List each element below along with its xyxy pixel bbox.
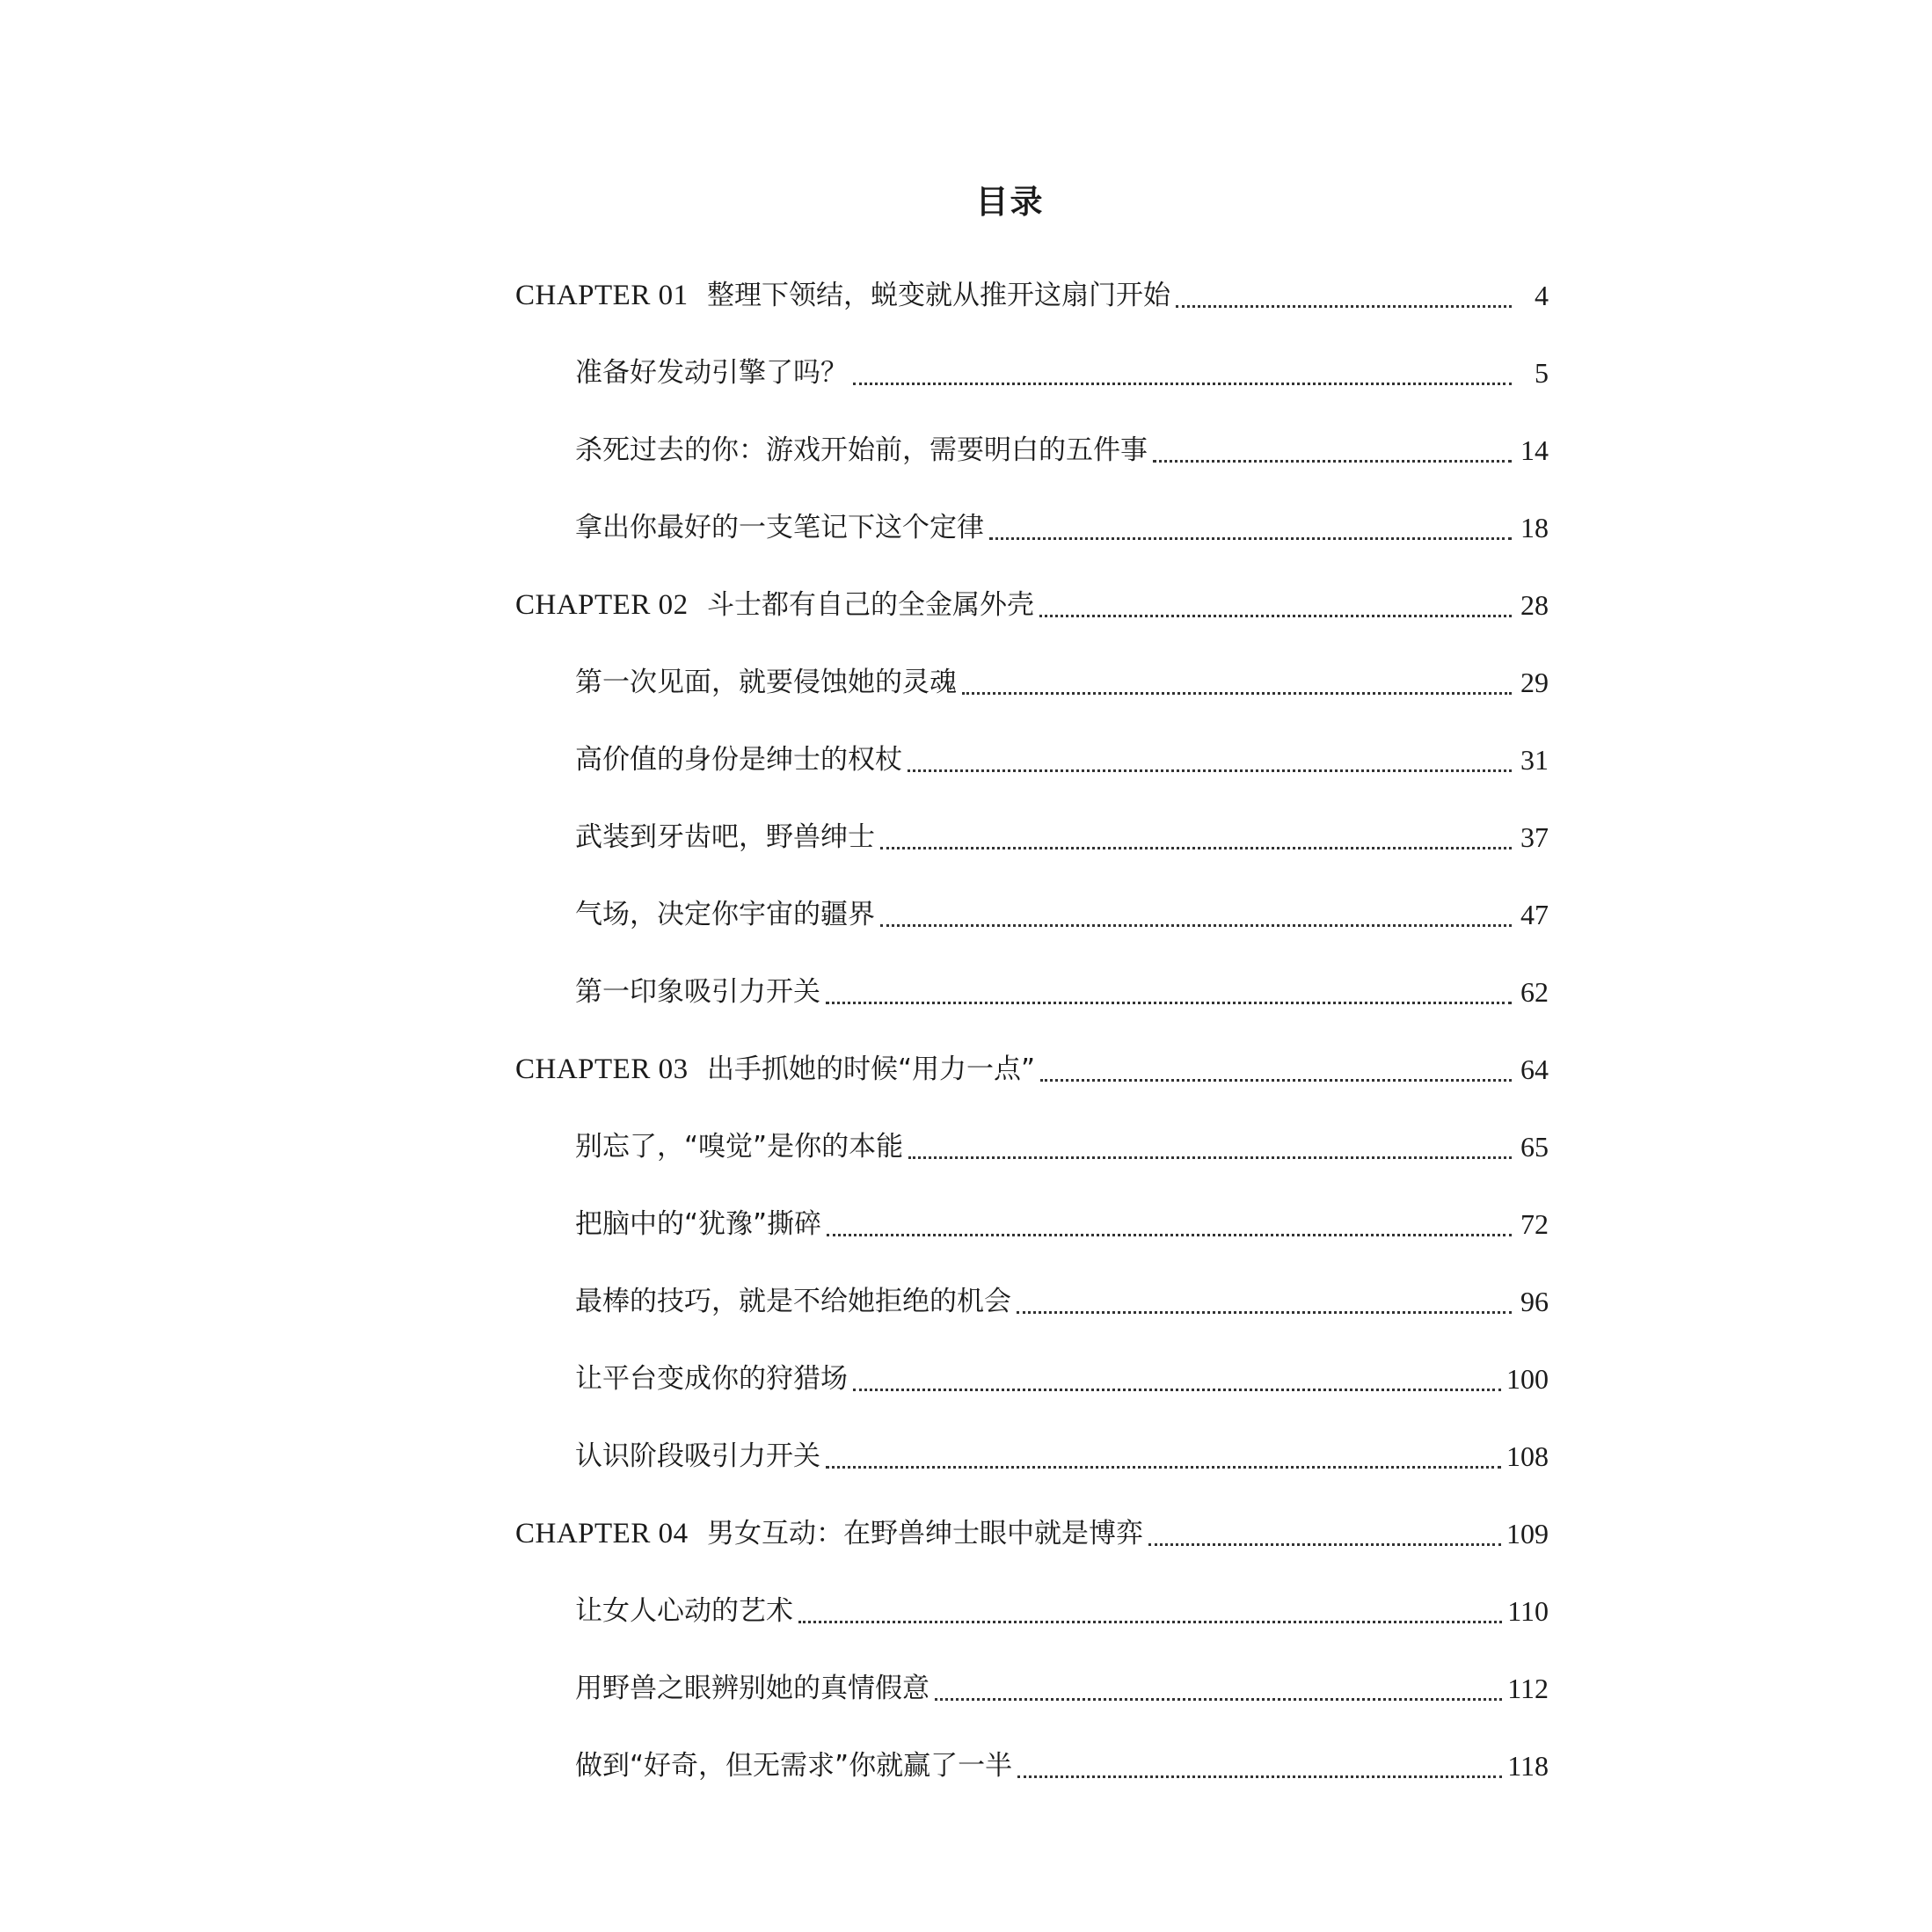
page-number: 37: [1520, 821, 1549, 853]
page-number: 14: [1520, 434, 1549, 466]
section-title: 用野兽之眼辨别她的真情假意: [575, 1673, 930, 1704]
dot-leader: [827, 1234, 1512, 1236]
page-number: 31: [1520, 744, 1549, 776]
page-number: 62: [1520, 976, 1549, 1008]
dot-leader: [826, 1002, 1512, 1004]
dot-leader: [1039, 615, 1512, 617]
dot-leader: [826, 1466, 1501, 1469]
dot-leader: [853, 1389, 1501, 1391]
dot-leader: [1040, 1079, 1512, 1082]
dot-leader: [962, 692, 1512, 695]
toc-list: [515, 257, 1549, 1804]
toc-section-row: [515, 489, 1549, 566]
toc-chapter-row: [515, 566, 1549, 644]
dot-leader: [1148, 1543, 1501, 1546]
page-number: 4: [1535, 280, 1549, 311]
toc-section-row: [515, 1185, 1549, 1263]
section-title: 气场，决定你宇宙的疆界: [575, 899, 875, 930]
chapter-title: 出手抓她的时候“用力一点”: [707, 1053, 1036, 1085]
chapter-title: 整理下领结，蜕变就从推开这扇门开始: [707, 280, 1170, 311]
page-number: 18: [1520, 512, 1549, 543]
dot-leader: [1017, 1775, 1502, 1778]
page-number: 108: [1506, 1440, 1549, 1472]
toc-section-row: [515, 1418, 1549, 1495]
chapter-label: CHAPTER 04: [515, 1518, 689, 1549]
page-number: 28: [1520, 589, 1549, 621]
page-number: 110: [1507, 1595, 1549, 1627]
dot-leader: [935, 1698, 1502, 1701]
toc-section-row: [515, 1263, 1549, 1340]
section-title: 杀死过去的你：游戏开始前，需要明白的五件事: [575, 434, 1148, 466]
section-title: 第一印象吸引力开关: [575, 976, 820, 1008]
section-title: 让女人心动的艺术: [575, 1595, 793, 1627]
chapter-title: 男女互动：在野兽绅士眼中就是博弈: [707, 1518, 1143, 1549]
toc-section-row: [515, 953, 1549, 1031]
dot-leader: [1153, 460, 1512, 463]
toc-chapter-row: [515, 1495, 1549, 1572]
dot-leader: [989, 537, 1512, 540]
page-number: 5: [1535, 357, 1549, 389]
toc-section-row: [515, 644, 1549, 721]
toc-section-row: [515, 721, 1549, 798]
toc-section-row: [515, 412, 1549, 489]
toc-section-row: [515, 798, 1549, 876]
dot-leader: [880, 924, 1512, 927]
toc-section-row: [515, 1650, 1549, 1727]
toc-section-row: [515, 1572, 1549, 1650]
page-number: 65: [1520, 1131, 1549, 1163]
toc-chapter-row: [515, 1031, 1549, 1108]
toc-section-row: [515, 1727, 1549, 1804]
section-title: 别忘了，“嗅觉”是你的本能: [575, 1131, 904, 1163]
toc-chapter-row: [515, 257, 1549, 334]
toc-section-row: [515, 334, 1549, 412]
dot-leader: [798, 1621, 1502, 1623]
toc-section-row: [515, 1340, 1549, 1418]
chapter-label: CHAPTER 01: [515, 280, 689, 311]
dot-leader: [880, 847, 1512, 849]
section-title: 做到“好奇，但无需求”你就赢了一半: [575, 1750, 1013, 1782]
page-number: 72: [1520, 1208, 1549, 1240]
section-title: 第一次见面，就要侵蚀她的灵魂: [575, 667, 957, 698]
page-number: 118: [1507, 1750, 1549, 1782]
page-number: 96: [1520, 1286, 1549, 1317]
section-title: 认识阶段吸引力开关: [575, 1440, 820, 1472]
section-title: 拿出你最好的一支笔记下这个定律: [575, 512, 984, 543]
dot-leader: [908, 769, 1512, 772]
page-number: 100: [1506, 1363, 1549, 1395]
page-number: 109: [1506, 1518, 1549, 1549]
page-number: 47: [1520, 899, 1549, 930]
section-title: 高价值的身份是绅士的权杖: [575, 744, 902, 776]
section-title: 准备好发动引擎了吗？: [575, 357, 848, 389]
chapter-title: 斗士都有自己的全金属外壳: [707, 589, 1034, 621]
dot-leader: [1176, 305, 1512, 308]
chapter-label: CHAPTER 03: [515, 1053, 689, 1085]
dot-leader: [908, 1156, 1512, 1159]
section-title: 最棒的技巧，就是不给她拒绝的机会: [575, 1286, 1011, 1317]
page-number: 112: [1507, 1673, 1549, 1704]
section-title: 把脑中的“犹豫”撕碎: [575, 1208, 822, 1240]
page-number: 29: [1520, 667, 1549, 698]
dot-leader: [1017, 1311, 1512, 1314]
page-number: 64: [1520, 1053, 1549, 1085]
section-title: 武装到牙齿吧，野兽绅士: [575, 821, 875, 853]
dot-leader: [853, 383, 1512, 385]
toc-title: 目录: [975, 183, 1045, 221]
section-title: 让平台变成你的狩猎场: [575, 1363, 848, 1395]
toc-section-row: [515, 876, 1549, 953]
toc-section-row: [515, 1108, 1549, 1185]
chapter-label: CHAPTER 02: [515, 589, 689, 621]
